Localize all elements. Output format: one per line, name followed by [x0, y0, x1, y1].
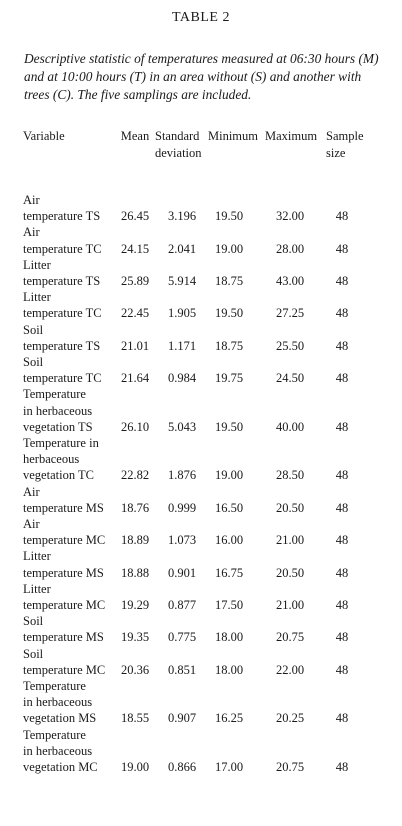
- cell-minimum: 19.00: [214, 241, 244, 256]
- row-label: temperature TC: [23, 306, 102, 321]
- cell-maximum: 22.00: [275, 662, 305, 677]
- header-mean: Mean: [120, 129, 150, 143]
- cell-maximum: 28.50: [275, 468, 305, 483]
- cell-sample-size: 48: [335, 468, 349, 483]
- cell-mean: 26.45: [120, 209, 150, 224]
- cell-sample-size: 48: [335, 598, 349, 612]
- row-label: Temperature: [23, 387, 86, 402]
- cell-maximum: 27.25: [275, 306, 305, 321]
- row-label: vegetation TC: [23, 468, 94, 483]
- row-label: in herbaceous: [23, 695, 93, 710]
- cell-maximum: 20.50: [275, 565, 305, 580]
- row-label: Air: [23, 484, 40, 499]
- row-label: Soil: [23, 646, 44, 661]
- cell-standard-deviation: 0.775: [167, 630, 197, 645]
- cell-standard-deviation: 1.073: [167, 533, 197, 548]
- cell-mean: 18.88: [120, 565, 150, 580]
- cell-standard-deviation: 2.041: [167, 241, 197, 256]
- cell-maximum: 28.00: [275, 241, 305, 256]
- table-caption: Descriptive statistic of temperatures measured at 06:30 hours (M) and at 10:00 hours (T) in an area without (S) and another with trees (C). The five samplings are included.: [24, 51, 379, 102]
- cell-mean: 26.10: [120, 419, 150, 434]
- cell-sample-size: 48: [335, 500, 349, 515]
- cell-standard-deviation: 1.905: [167, 306, 197, 321]
- header-standard-deviation: [155, 128, 202, 162]
- header-sample-size: [326, 128, 364, 162]
- cell-sample-size: 48: [335, 565, 349, 580]
- cell-sample-size: 48: [335, 419, 349, 434]
- cell-maximum: 21.00: [275, 598, 305, 612]
- cell-mean: 21.01: [120, 338, 150, 353]
- cell-sample-size: 48: [335, 760, 349, 774]
- row-label: temperature MS: [23, 630, 104, 645]
- cell-mean: 22.45: [120, 306, 150, 321]
- header-n-line2: size: [326, 146, 346, 160]
- row-label: temperature MS: [23, 565, 104, 580]
- cell-minimum: 18.75: [214, 274, 244, 288]
- cell-sample-size: 48: [335, 274, 349, 288]
- row-label: temperature TC: [23, 371, 102, 386]
- row-label: Litter: [23, 581, 51, 596]
- cell-minimum: 16.00: [214, 533, 244, 548]
- row-label: Temperature: [23, 727, 86, 742]
- cell-sample-size: 48: [335, 662, 349, 677]
- cell-standard-deviation: 3.196: [167, 209, 197, 224]
- row-label: Litter: [23, 257, 51, 272]
- cell-minimum: 18.75: [214, 338, 244, 353]
- cell-mean: 18.89: [120, 533, 150, 548]
- cell-maximum: 20.75: [275, 760, 305, 774]
- cell-maximum: 21.00: [275, 533, 305, 548]
- row-label: Air: [23, 193, 40, 207]
- row-label: temperature TS: [23, 274, 101, 288]
- cell-standard-deviation: 0.851: [167, 662, 197, 677]
- row-label: vegetation TS: [23, 419, 93, 434]
- row-label: Soil: [23, 322, 44, 337]
- row-label: in herbaceous: [23, 403, 93, 418]
- header-maximum: Maximum: [265, 129, 318, 143]
- row-label: Air: [23, 517, 40, 531]
- cell-maximum: 24.50: [275, 371, 305, 386]
- row-label: Temperature in: [23, 436, 99, 450]
- header-sd-line2: deviation: [155, 146, 202, 160]
- cell-minimum: 18.00: [214, 630, 244, 645]
- cell-sample-size: 48: [335, 630, 349, 645]
- cell-sample-size: 48: [335, 209, 349, 224]
- cell-sample-size: 48: [335, 241, 349, 256]
- cell-standard-deviation: 0.877: [167, 598, 197, 612]
- cell-minimum: 16.75: [214, 565, 244, 580]
- cell-mean: 20.36: [120, 662, 150, 677]
- row-label: temperature TS: [23, 338, 101, 353]
- row-label: temperature MS: [23, 500, 104, 515]
- row-label: Litter: [23, 290, 51, 305]
- header-variable: Variable: [23, 129, 65, 143]
- cell-minimum: 19.75: [214, 371, 244, 386]
- cell-standard-deviation: 0.984: [167, 371, 197, 386]
- cell-minimum: 19.50: [214, 209, 244, 224]
- cell-sample-size: 48: [335, 533, 349, 548]
- cell-minimum: 17.00: [214, 760, 244, 774]
- cell-maximum: 20.75: [275, 630, 305, 645]
- cell-mean: 22.82: [120, 468, 150, 483]
- cell-standard-deviation: 0.999: [167, 500, 197, 515]
- row-label: temperature MC: [23, 533, 106, 548]
- row-label: Soil: [23, 355, 44, 369]
- cell-maximum: 20.50: [275, 500, 305, 515]
- cell-standard-deviation: 0.901: [167, 565, 197, 580]
- cell-mean: 19.00: [120, 760, 150, 774]
- row-label: Air: [23, 225, 40, 240]
- header-sd-line1: Standard: [155, 129, 200, 143]
- cell-mean: 25.89: [120, 274, 150, 288]
- cell-mean: 18.76: [120, 500, 150, 515]
- cell-mean: 21.64: [120, 371, 150, 386]
- row-label: Litter: [23, 549, 51, 564]
- cell-standard-deviation: 0.907: [167, 711, 197, 726]
- row-label: temperature TC: [23, 241, 102, 256]
- cell-maximum: 32.00: [275, 209, 305, 224]
- cell-sample-size: 48: [335, 711, 349, 726]
- cell-sample-size: 48: [335, 306, 349, 321]
- cell-mean: 24.15: [120, 241, 150, 256]
- cell-minimum: 18.00: [214, 662, 244, 677]
- cell-minimum: 17.50: [214, 598, 244, 612]
- header-n-line1: Sample: [326, 129, 364, 143]
- header-minimum: Minimum: [208, 129, 259, 143]
- cell-standard-deviation: 5.043: [167, 419, 197, 434]
- cell-minimum: 19.50: [214, 419, 244, 434]
- row-label: temperature MC: [23, 598, 106, 612]
- cell-mean: 18.55: [120, 711, 150, 726]
- row-label: in herbaceous: [23, 743, 93, 758]
- cell-standard-deviation: 0.866: [167, 760, 197, 774]
- row-label: vegetation MC: [23, 760, 98, 774]
- row-label: Soil: [23, 614, 44, 629]
- cell-maximum: 25.50: [275, 338, 305, 353]
- cell-minimum: 19.00: [214, 468, 244, 483]
- cell-sample-size: 48: [335, 371, 349, 386]
- cell-maximum: 20.25: [275, 711, 305, 726]
- cell-maximum: 43.00: [275, 274, 305, 288]
- cell-standard-deviation: 1.171: [167, 338, 197, 353]
- cell-maximum: 40.00: [275, 419, 305, 434]
- cell-minimum: 16.50: [214, 500, 244, 515]
- cell-standard-deviation: 5.914: [167, 274, 197, 288]
- row-label: temperature MC: [23, 662, 106, 677]
- cell-sample-size: 48: [335, 338, 349, 353]
- table-title: TABLE 2: [172, 10, 230, 25]
- row-label: herbaceous: [23, 452, 80, 467]
- cell-mean: 19.29: [120, 598, 150, 612]
- cell-minimum: 16.25: [214, 711, 244, 726]
- row-label: Temperature: [23, 679, 86, 693]
- cell-minimum: 19.50: [214, 306, 244, 321]
- cell-standard-deviation: 1.876: [167, 468, 197, 483]
- row-label: temperature TS: [23, 209, 101, 224]
- row-label: vegetation MS: [23, 711, 97, 726]
- cell-mean: 19.35: [120, 630, 150, 645]
